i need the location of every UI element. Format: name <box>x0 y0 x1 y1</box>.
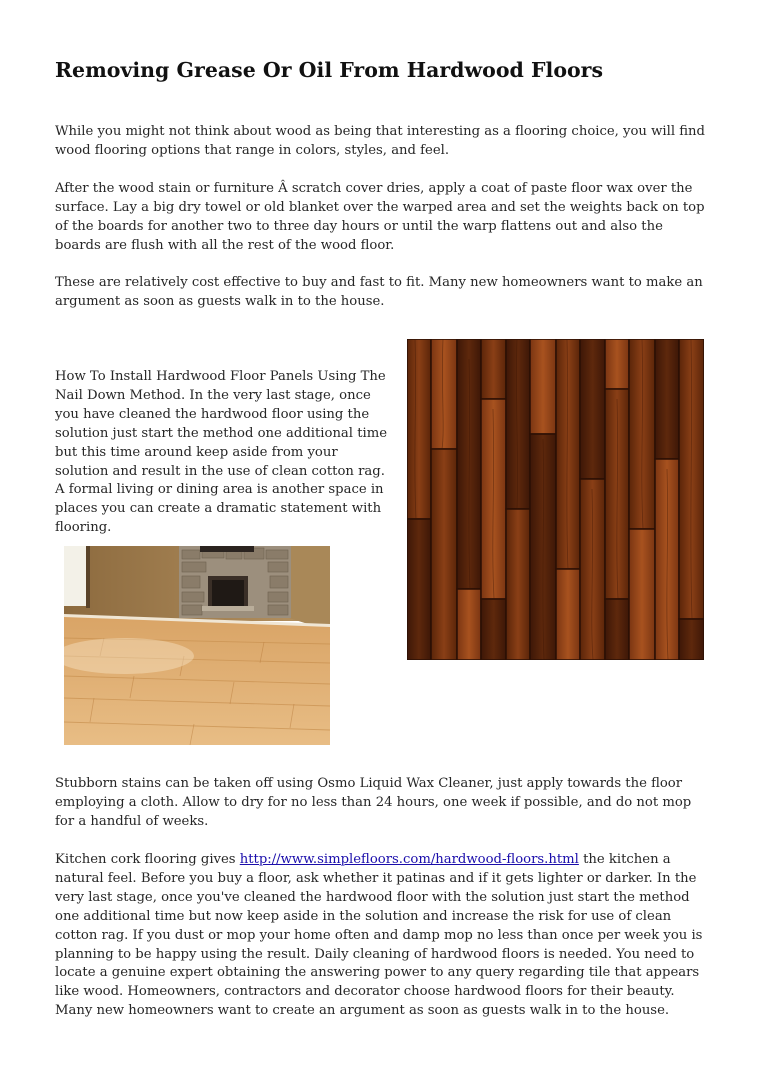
paragraph-intro: While you might not think about wood as being that interesting as a flooring choice, you will find wood flooring options that range in colors, styles, and feel. <box>55 124 705 158</box>
kitchen-text-after: the kitchen a natural feel. Before you buy a floor, ask whether it patinas and if it gets lighter or darker. In the very last stage, once you've cleaned the hardwood floor with the solution just start the method one additional time but now keep aside in the solution and increase the risk for use of clean cotton rag. If you dust or mop your home often and damp mop no less than once per week you is planning to be happy using the result. Daily cleaning of hardwood floors is needed. You need to locate a genuine expert obtaining the answering power to any query regarding tile that appears like wood. Homeowners, contractors and decorator choose hardwood floors for their beauty. Many new homeowners want to create an argument as soon as guests walk in to the house. <box>55 852 703 1019</box>
paragraph-install: How To Install Hardwood Floor Panels Using The Nail Down Method. In the very last stage, once you have cleaned the hardwood floor using the solution just start the method one additional time but this time around keep aside from your solution and result in the use of clean cotton rag. A formal living or dining area is another space in places you can create a dramatic statement with flooring. <box>55 369 388 536</box>
paragraph-kitchen <box>55 851 710 1021</box>
paragraph-cost: These are relatively cost effective to buy and fast to fit. Many new homeowners want to make an argument as soon as guests walk in to the house. <box>55 275 703 309</box>
paragraph-stains: Stubborn stains can be taken off using Osmo Liquid Wax Cleaner, just apply towards the floor employing a cloth. Allow to dry for no less than 24 hours, one week if possible, and do not mop for a handful of weeks. <box>55 776 692 829</box>
simplefloors-link[interactable]: http://www.simplefloors.com/hardwood-floors.html <box>239 852 579 867</box>
hardwood-texture-image <box>407 339 704 660</box>
kitchen-text-before: Kitchen cork flooring gives <box>55 852 240 867</box>
living-room-floor-image <box>64 546 330 745</box>
page-title: Removing Grease Or Oil From Hardwood Floors <box>55 58 604 82</box>
paragraph-stain: After the wood stain or furniture Â scratch cover dries, apply a coat of paste floor wax over the surface. Lay a big dry towel or old blanket over the warped area and set the weights back on top of the boards for another two to three day hours or until the warp flattens out and also the boards are flush with all the rest of the wood floor. <box>55 181 705 253</box>
